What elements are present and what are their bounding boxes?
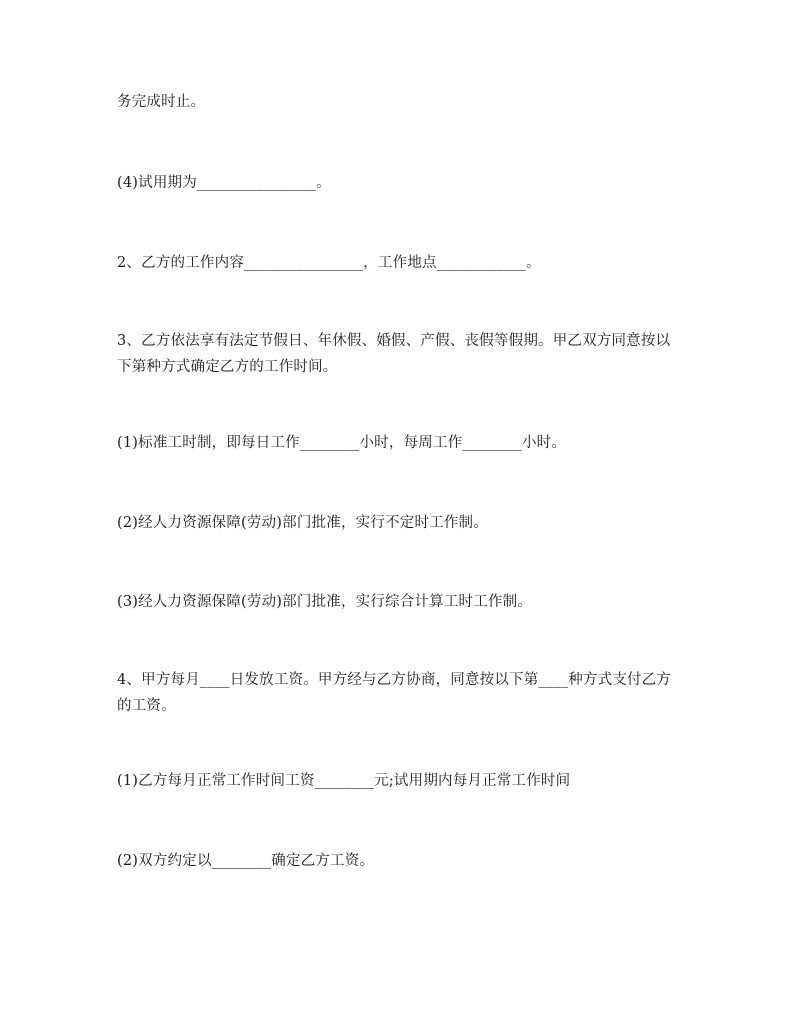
paragraph-comprehensive-hours: (3)经人力资源保障(劳动)部门批准，实行综合计算工时工作制。 [117,594,533,610]
paragraph-probation-period: (4)试用期为________________。 [117,175,331,191]
paragraph-standard-hours: (1)标准工时制，即每日工作________小时，每周工作________小时。 [117,435,567,451]
paragraph-monthly-salary: (1)乙方每月正常工作时间工资________元;试用期内每月正常工作时间 [117,773,571,789]
paragraph-task-completion: 务完成时止。 [117,94,206,110]
paragraph-work-content-location: 2、乙方的工作内容________________，工作地点____________。 [117,255,541,271]
paragraph-flexible-hours: (2)经人力资源保障(劳动)部门批准，实行不定时工作制。 [117,515,488,531]
paragraph-holidays-work-time: 3、乙方依法享有法定节假日、年休假、婚假、产假、丧假等假期。甲乙双方同意按以下第种方式确定乙方的工作时间。 [117,333,671,375]
paragraph-salary-payment: 4、甲方每月____日发放工资。甲方经与乙方协商，同意按以下第____种方式支付乙方的工资。 [117,672,672,714]
paragraph-agreed-salary: (2)双方约定以________确定乙方工资。 [117,853,375,869]
